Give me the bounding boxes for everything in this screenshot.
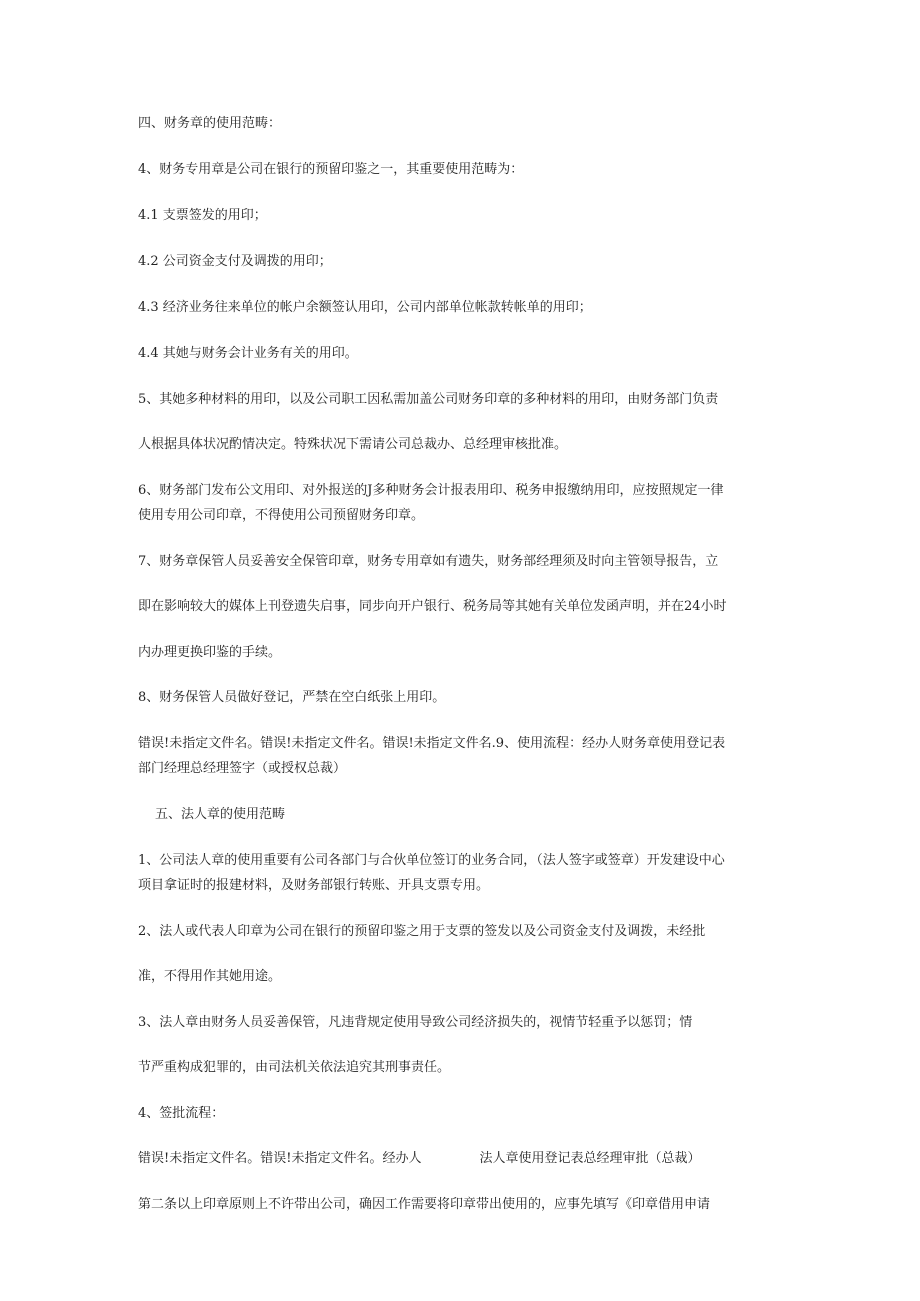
list-item-4-1: 4.1 支票签发的用印； — [138, 208, 267, 223]
paragraph-line: 节严重构成犯罪的，由司法机关依法追究其刑事责任。 — [138, 1060, 451, 1075]
paragraph-line: 使用专用公司印章，不得使用公司预留财务印章。 — [138, 508, 425, 523]
list-item-4-4: 4.4 其她与财务会计业务有关的用印。 — [138, 346, 358, 361]
paragraph-line: 即在影响较大的媒体上刊登遗失启事，同步向开户银行、税务局等其她有关单位发函声明，并在24小时 — [138, 599, 727, 614]
list-item-4-2: 4.2 公司资金支付及调拨的用印； — [138, 254, 332, 269]
paragraph-line: 3、法人章由财务人员妥善保管，凡违背规定使用导致公司经济损失的，视情节轻重予以惩罚；情 — [138, 1015, 693, 1030]
paragraph-line: 8、财务保管人员做好登记，严禁在空白纸张上用印。 — [138, 690, 446, 705]
paragraph-line: 准，不得用作其她用途。 — [138, 969, 282, 984]
paragraph-line: 部门经理总经理签字（或授权总裁） — [138, 761, 347, 776]
paragraph-line: 6、财务部门发布公文用印、对外报送的J多种财务会计报表用印、税务申报缴纳用印，应按照规定一律 — [138, 483, 724, 498]
flow-line-right: 法人章使用登记表总经理审批（总裁） — [479, 1151, 701, 1166]
paragraph-line: 4、签批流程： — [138, 1106, 225, 1121]
paragraph-line: 人根据具体状况酌情决定。特殊状况下需请公司总裁办、总经理审核批准。 — [138, 437, 568, 452]
paragraph-line: 1、公司法人章的使用重要有公司各部门与合伙单位签订的业务合同，（法人签字或签章）开发建设中心 — [138, 853, 725, 868]
section-heading-finance-seal: 四、财务章的使用范畴： — [138, 116, 282, 131]
paragraph-line: 项目拿证时的报建材料，及财务部银行转账、开具支票专用。 — [138, 878, 490, 893]
paragraph-line: 2、法人或代表人印章为公司在银行的预留印鉴之用于支票的签发以及公司资金支付及调拨，未经批 — [138, 924, 706, 939]
flow-line-left: 错误!未指定文件名。错误!未指定文件名。经办人 — [138, 1151, 422, 1166]
paragraph-line: 错误!未指定文件名。错误!未指定文件名。错误!未指定文件名.9、使用流程：经办人财务章使用登记表 — [138, 736, 726, 751]
list-item-4-3: 4.3 经济业务往来单位的帐户余额签认用印，公司内部单位帐款转帐单的用印； — [138, 300, 592, 315]
flow-line — [138, 1151, 700, 1167]
paragraph-line: 5、其她多种材料的用印，以及公司职工因私需加盖公司财务印章的多种材料的用印，由财务部门负责 — [138, 392, 719, 407]
paragraph-line: 内办理更换印鉴的手续。 — [138, 645, 282, 660]
section-heading-legal-seal: 五、法人章的使用范畴 — [155, 807, 286, 822]
paragraph-line: 第二条以上印章原则上不许带出公司，确因工作需要将印章带出使用的，应事先填写《印章借用申请 — [138, 1197, 711, 1212]
paragraph-line: 7、财务章保管人员妥善安全保管印章，财务专用章如有遗失，财务部经理须及时向主管领导报告，立 — [138, 554, 719, 569]
paragraph-line: 4、财务专用章是公司在银行的预留印鉴之一，其重要使用范畴为： — [138, 162, 524, 177]
